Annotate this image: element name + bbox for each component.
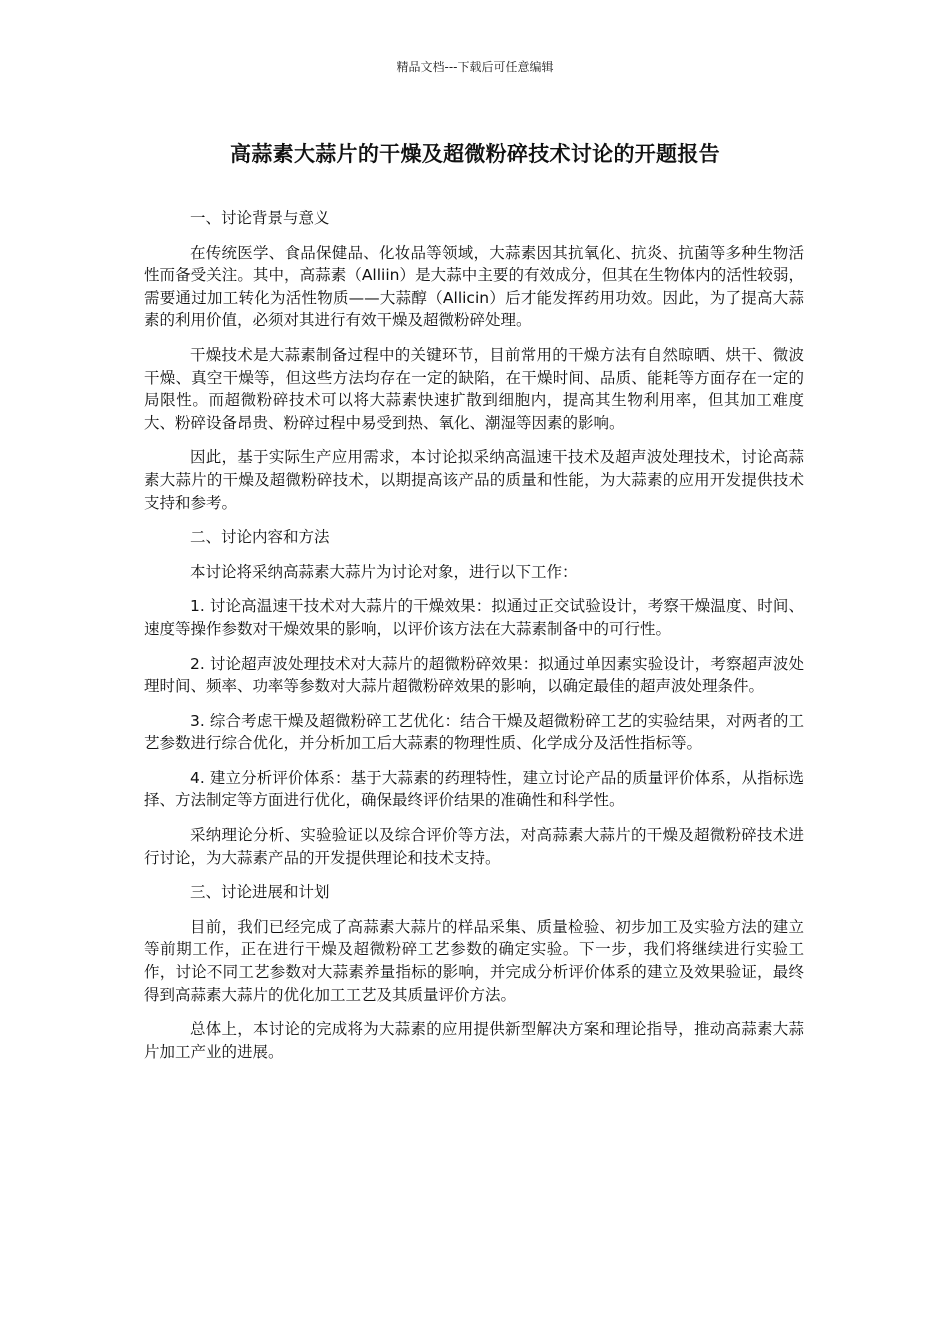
list-item: 3. 综合考虑干燥及超微粉碎工艺优化：结合干燥及超微粉碎工艺的实验结果，对两者的工艺参数进行综合优化，并分析加工后大蒜素的物理性质、化学成分及活性指标等。 xyxy=(144,711,804,753)
paragraph: 目前，我们已经完成了高蒜素大蒜片的样品采集、质量检验、初步加工及实验方法的建立等前期工作，正在进行干燥及超微粉碎工艺参数的确定实验。下一步，我们将继续进行实验工作，讨论不同工艺参数对大蒜素养量指标的影响，并完成分析评价体系的建立及效果验证，最终得到高蒜素大蒜片的优化加工工艺及其质量评价方法。 xyxy=(144,917,804,1004)
section-heading: 一、讨论背景与意义 xyxy=(190,209,330,227)
list-item: 1. 讨论高温速干技术对大蒜片的干燥效果：拟通过正交试验设计，考察干燥温度、时间、速度等操作参数对干燥效果的影响，以评价该方法在大蒜素制备中的可行性。 xyxy=(144,597,804,638)
paragraph: 采纳理论分析、实验验证以及综合评价等方法，对高蒜素大蒜片的干燥及超微粉碎技术进行讨论，为大蒜素产品的开发提供理论和技术支持。 xyxy=(144,826,804,867)
document-body xyxy=(144,207,804,1075)
paragraph: 因此，基于实际生产应用需求，本讨论拟采纳高温速干技术及超声波处理技术，讨论高蒜素大蒜片的干燥及超微粉碎技术，以期提高该产品的质量和性能，为大蒜素的应用开发提供技术支持和参考。 xyxy=(144,448,804,512)
paragraph: 本讨论将采纳高蒜素大蒜片为讨论对象，进行以下工作： xyxy=(190,562,578,581)
list-item: 4. 建立分析评价体系：基于大蒜素的药理特性，建立讨论产品的质量评价体系，从指标选择、方法制定等方面进行优化，确保最终评价结果的准确性和科学性。 xyxy=(144,768,804,810)
paragraph: 总体上，本讨论的完成将为大蒜素的应用提供新型解决方案和理论指导，推动高蒜素大蒜片加工产业的进展。 xyxy=(144,1020,804,1061)
paragraph: 干燥技术是大蒜素制备过程中的关键环节，目前常用的干燥方法有自然晾晒、烘干、微波干燥、真空干燥等，但这些方法均存在一定的缺陷，在干燥时间、品质、能耗等方面存在一定的局限性。而超微粉碎技术可以将大蒜素快速扩散到细胞内，提高其生物利用率，但其加工难度大、粉碎设备昂贵、粉碎过程中易受到热、氧化、潮湿等因素的影响。 xyxy=(144,345,804,432)
list-item: 2. 讨论超声波处理技术对大蒜片的超微粉碎效果：拟通过单因素实验设计，考察超声波处理时间、频率、功率等参数对大蒜片超微粉碎效果的影响，以确定最佳的超声波处理条件。 xyxy=(144,654,804,696)
paragraph: 在传统医学、食品保健品、化妆品等领域，大蒜素因其抗氧化、抗炎、抗菌等多种生物活性而备受关注。其中，高蒜素（Alliin）是大蒜中主要的有效成分，但其在生物体内的活性较弱，需要通过加工转化为活性物质——大蒜醇（Allicin）后才能发挥药用功效。因此，为了提高大蒜素的利用价值，必须对其进行有效干燥及超微粉碎处理。 xyxy=(144,243,804,330)
header-note: 精品文档---下载后可任意编辑 xyxy=(396,60,554,74)
section-heading: 二、讨论内容和方法 xyxy=(190,528,330,547)
section-heading: 三、讨论进展和计划 xyxy=(190,883,330,902)
document-title: 高蒜素大蒜片的干燥及超微粉碎技术讨论的开题报告 xyxy=(230,142,720,166)
